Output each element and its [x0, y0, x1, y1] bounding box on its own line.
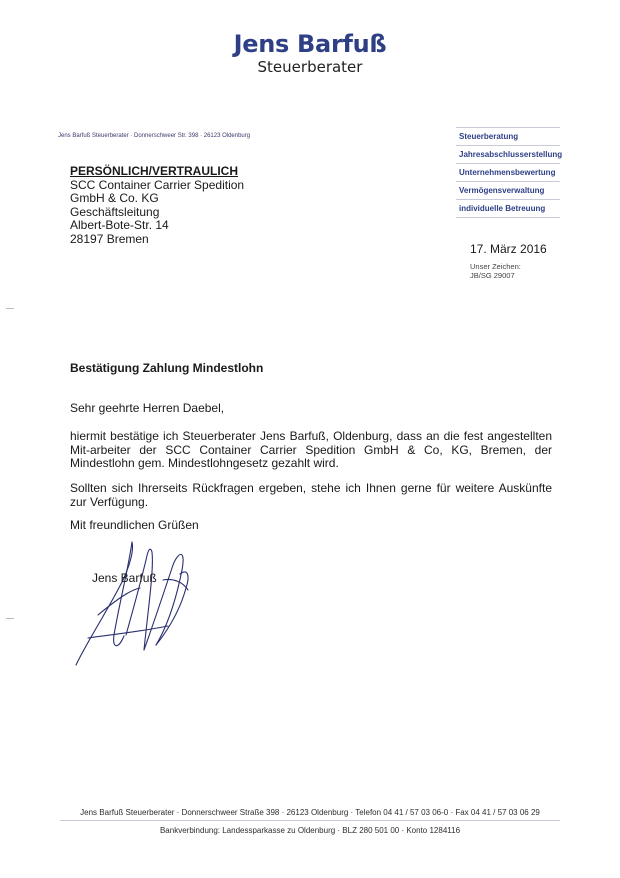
address-line: 28197 Bremen — [70, 231, 149, 246]
service-item: individuelle Betreuung — [456, 199, 560, 218]
address-line: Geschäftsleitung — [70, 204, 160, 219]
body-paragraph: hiermit bestätige ich Steuerberater Jens Barfuß, Oldenburg, dass an die fest angestellten Mit-arbeiter der SCC Container Carrier Spedition GmbH & Co, KG, Bremen, der Mindestlohn gem. Mindestlohngesetz gezahlt wird. — [70, 429, 552, 470]
sender-line: Jens Barfuß Steuerberater · Donnerschweer Str. 398 · 26123 Oldenburg — [58, 133, 251, 139]
address-line: Albert-Bote-Str. 14 — [70, 218, 169, 232]
closing: Mit freundlichen Grüßen — [70, 518, 199, 532]
service-item: Vermögensverwaltung — [456, 181, 560, 199]
address-line: GmbH & Co. KG — [70, 191, 159, 205]
service-item: Unternehmensbewertung — [456, 163, 560, 181]
signature-name: Jens Barfuß — [92, 571, 157, 585]
reference-value: JB/SG 29007 — [470, 271, 515, 280]
body-paragraph: Sollten sich Ihrerseits Rückfragen ergeben, stehe ich Ihnen gerne für weitere Auskünfte zur Verfügung. — [70, 481, 552, 509]
footer-bank: Bankverbindung: Landessparkasse zu Oldenburg · BLZ 280 501 00 · Konto 1284116 — [159, 826, 461, 835]
handwritten-signature — [68, 540, 208, 670]
reference-block — [470, 262, 521, 280]
recipient-address — [70, 165, 244, 246]
service-item: Jahresabschlusserstellung — [456, 145, 560, 163]
letter-subject: Bestätigung Zahlung Mindestlohn — [70, 361, 264, 375]
services-list — [456, 127, 563, 218]
letterhead-title: Steuerberater — [257, 58, 363, 76]
fold-mark — [6, 618, 14, 619]
fold-mark — [6, 308, 14, 309]
address-line: SCC Container Carrier Spedition — [70, 177, 245, 192]
service-item: Steuerberatung — [456, 127, 560, 145]
salutation: Sehr geehrte Herren Daebel, — [70, 401, 225, 415]
footer-divider — [60, 820, 560, 821]
letterhead-name: Jens Barfuß — [233, 30, 387, 58]
letter-date: 17. März 2016 — [470, 242, 547, 256]
reference-label: Unser Zeichen: — [470, 262, 521, 271]
footer-contact: Jens Barfuß Steuerberater · Donnerschweer Straße 398 · 26123 Oldenburg · Telefon 04 41 / 57 03 06-0 · Fax 04 41 / 57 03 06 29 — [80, 808, 540, 817]
confidential-heading: PERSÖNLICH/VERTRAULICH — [70, 164, 239, 178]
